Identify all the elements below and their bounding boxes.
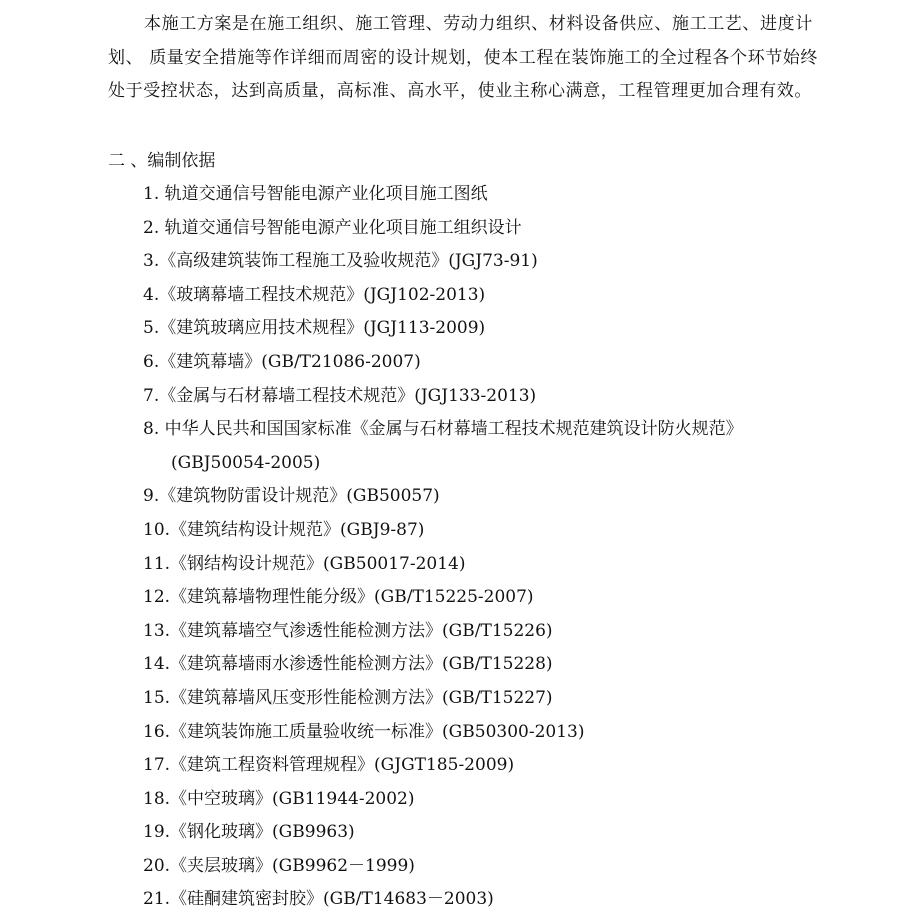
list-item: [143, 648, 823, 682]
item-text: 《建筑物防雷设计规范》(GB50057): [159, 486, 440, 507]
item-text: 《建筑玻璃应用技术规程》(JGJ113-2009): [159, 318, 486, 339]
item-text: 《金属与石材幕墙工程技术规范》(JGJ133-2013): [159, 385, 537, 406]
intro-text: 本施工方案是在施工组织、施工管理、劳动力组织、材料设备供应、施工工艺、进度计划、 质量安全措施等作详细而周密的设计规划，使本工程在装饰施工的全过程各个环节始终处于受控状态，达到高质量，高标准、高水平，使业主称心满意，工程管理更加合理有效。: [108, 14, 819, 102]
item-number: 3.: [143, 251, 160, 272]
item-number: 4.: [143, 284, 160, 305]
list-item: [143, 682, 823, 716]
item-text: 《建筑结构设计规范》(GBJ9-87): [170, 519, 425, 540]
item-number: 1.: [143, 184, 160, 204]
list-item: [143, 615, 823, 649]
item-text: 《玻璃幕墙工程技术规范》(JGJ102-2013): [159, 284, 486, 305]
item-number: 12.: [143, 587, 171, 608]
list-item: [143, 581, 823, 615]
item-text: 《建筑装饰施工质量验收统一标准》(GB50300-2013): [170, 721, 585, 742]
list-item: [143, 312, 823, 346]
item-text: 《建筑幕墙雨水渗透性能检测方法》(GB/T15228): [170, 654, 553, 675]
item-number: 14.: [143, 654, 171, 675]
list-item: [143, 850, 823, 884]
list-item: [143, 514, 823, 548]
item-text: 《建筑幕墙物理性能分级》(GB/T15225-2007): [170, 587, 534, 608]
list-item: [143, 716, 823, 750]
list-item: [143, 413, 823, 480]
item-number: 16.: [143, 721, 171, 742]
item-text-continuation: (GBJ50054-2005): [171, 452, 321, 473]
item-number: 5.: [143, 318, 160, 339]
item-number: 9.: [143, 486, 160, 507]
basis-list: [0, 178, 743, 917]
list-item: [143, 346, 823, 380]
item-text: 轨道交通信号智能电源产业化项目施工图纸: [159, 184, 488, 204]
list-item: [143, 749, 823, 783]
item-number: 13.: [143, 620, 171, 641]
item-text: 《硅酮建筑密封胶》(GB/T14683－2003): [170, 889, 494, 910]
item-number: 15.: [143, 687, 171, 708]
list-item: [143, 279, 823, 313]
item-number: 19.: [143, 822, 171, 843]
list-item: [143, 783, 823, 817]
item-text: 《钢化玻璃》(GB9963): [170, 822, 355, 843]
item-text: 《中空玻璃》(GB11944-2002): [170, 788, 415, 809]
item-text: 轨道交通信号智能电源产业化项目施工组织设计: [159, 217, 522, 238]
item-text: 《钢结构设计规范》(GB50017-2014): [170, 553, 466, 574]
item-number: 7.: [143, 385, 160, 406]
list-item: [143, 816, 823, 850]
item-text: 《建筑幕墙空气渗透性能检测方法》(GB/T15226): [170, 620, 553, 641]
item-number: 10.: [143, 519, 171, 540]
intro-paragraph: [108, 8, 820, 109]
section-heading-basis: 二 、编制依据: [108, 151, 216, 171]
item-text: 中华人民共和国国家标准《金属与石材幕墙工程技术规范建筑设计防火规范》: [159, 419, 743, 440]
item-number: 6.: [143, 351, 160, 372]
item-number: 18.: [143, 788, 171, 809]
item-text: 《建筑工程资料管理规程》(GJGT185-2009): [170, 755, 515, 776]
item-text: 《建筑幕墙》(GB/T21086-2007): [159, 351, 421, 372]
item-number: 2.: [143, 217, 160, 238]
list-item: [143, 883, 823, 917]
list-item: [143, 480, 823, 514]
item-text: 《夹层玻璃》(GB9962－1999): [170, 855, 415, 876]
item-text: 《建筑幕墙风压变形性能检测方法》(GB/T15227): [170, 687, 553, 708]
item-number: 8.: [143, 419, 160, 440]
item-number: 11.: [143, 553, 171, 574]
list-item: [143, 548, 823, 582]
list-item: [143, 178, 823, 212]
list-item: [143, 212, 823, 246]
item-number: 21.: [143, 889, 171, 910]
item-text: 《高级建筑装饰工程施工及验收规范》(JGJ73-91): [159, 251, 538, 272]
list-item: [143, 245, 823, 279]
item-number: 20.: [143, 855, 171, 876]
item-number: 17.: [143, 755, 171, 776]
list-item: [143, 380, 823, 414]
section-heading-purpose: [108, 0, 210, 7]
